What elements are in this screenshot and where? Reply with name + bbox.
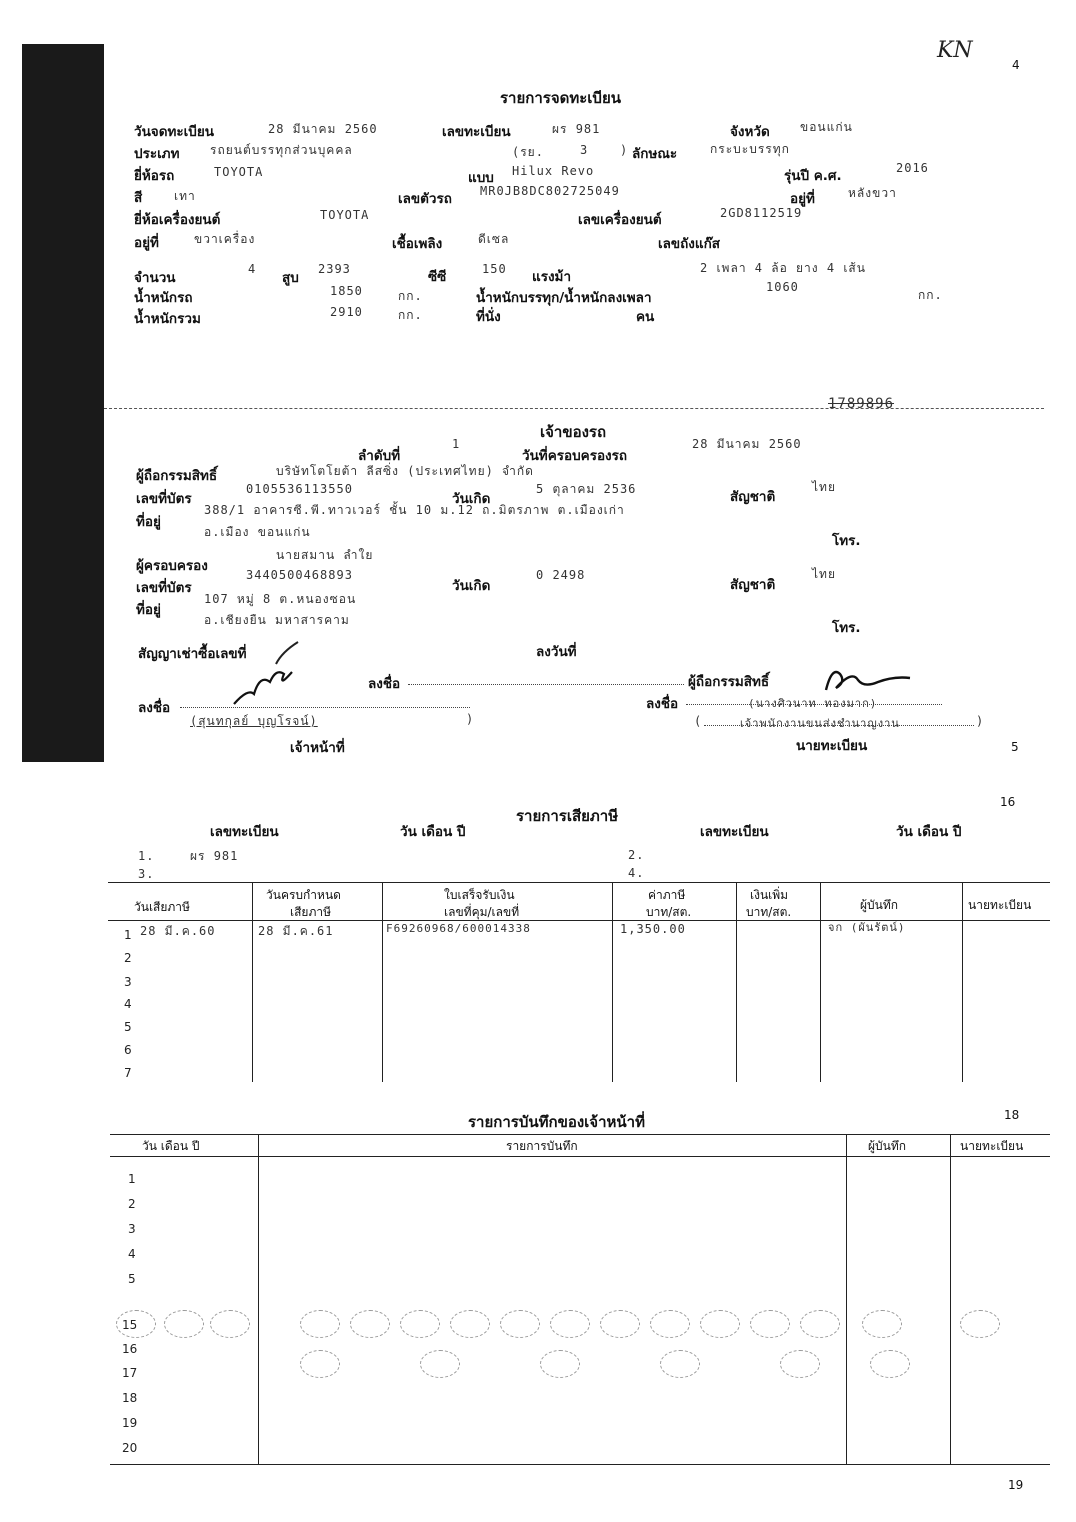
- officer-row-15: 15: [122, 1318, 138, 1332]
- tax-row-5-num: 5: [124, 1020, 132, 1034]
- order-label: ลำดับที่: [358, 448, 401, 464]
- tax-row-1-tax: 1,350.00: [620, 922, 686, 936]
- birth2-value: 0 2498: [536, 568, 586, 582]
- holder-value: บริษัทโตโยต้า ลีสซิ่ง (ประเทศไทย) จำกัด: [276, 464, 534, 478]
- tax-row-6-num: 6: [124, 1043, 132, 1057]
- sign-right-title: เจ้าพนักงานขนส่งชำนาญงาน: [740, 717, 900, 730]
- vin-value: MR0JB8DC802725049: [480, 184, 620, 198]
- reg-no-value: ผร 981: [552, 122, 601, 136]
- sign-left-name: (สุนทกุลย์ บุญโรจน์): [190, 714, 318, 728]
- holder-sign-label: ผู้ถือกรรมสิทธิ์: [688, 674, 770, 690]
- tax-header-receipt-1: ใบเสร็จรับเงิน: [444, 888, 515, 902]
- page-mark-bottom: 19: [1008, 1478, 1024, 1492]
- officer-row-20: 20: [122, 1441, 138, 1455]
- officer-header-registrar: นายทะเบียน: [960, 1139, 1024, 1153]
- reg-date-label: วันจดทะเบียน: [134, 124, 214, 140]
- tax-row-1-receipt: F69260968/600014338: [386, 922, 531, 935]
- lease-label: สัญญาเช่าซื้อเลขที่: [138, 646, 247, 662]
- seat-label: ที่นั่ง: [476, 309, 501, 325]
- officer-row-18: 18: [122, 1391, 138, 1405]
- page-mark-owner: 5: [1011, 740, 1019, 754]
- tax-header-tax-1: ค่าภาษี: [648, 888, 686, 902]
- scan-edge-shadow: [22, 44, 104, 762]
- addr2-line1: 107 หมู่ 8 ต.หนองซอน: [204, 592, 357, 606]
- officer-row-16: 16: [122, 1342, 138, 1356]
- load-label: น้ำหนักบรรทุก/น้ำหนักลงเพลา: [476, 290, 652, 306]
- year-label: รุ่นปี ค.ศ.: [784, 168, 842, 184]
- sign-left-label: ลงชื่อ: [138, 700, 171, 716]
- province-value: ขอนแก่น: [800, 120, 853, 134]
- birth1-label: วันเกิด: [452, 491, 491, 507]
- gross-value: 2910: [330, 305, 363, 319]
- sign-right-name: (นางศิวนาท ทองมาก): [748, 697, 878, 710]
- weight-label: น้ำหนักรถ: [134, 290, 193, 306]
- tax-header-extra-2: บาท/สต.: [746, 905, 792, 919]
- tel2-label: โทร.: [832, 620, 861, 636]
- section-divider: [104, 408, 1044, 409]
- officer-table-bottom: [110, 1464, 1050, 1465]
- tax-header-recorder: ผู้บันทึก: [860, 898, 899, 912]
- possess-value: 28 มีนาคม 2560: [692, 437, 802, 451]
- tax-header-due-2: เสียภาษี: [290, 905, 332, 919]
- char-label: ลักษณะ: [632, 146, 678, 162]
- type-code-value: 3: [580, 143, 589, 157]
- engine-no-value: 2GD8112519: [720, 206, 803, 220]
- fuel-value: ดีเซล: [478, 232, 510, 246]
- brand-value: TOYOTA: [214, 165, 264, 179]
- count-value: 4: [248, 262, 257, 276]
- cc-value: 150: [482, 262, 507, 276]
- tax-table-header-bottom: [108, 920, 1050, 921]
- gross-label: น้ำหนักรวม: [134, 311, 201, 327]
- tax-header-tax-2: บาท/สต.: [646, 905, 692, 919]
- nat1-value: ไทย: [812, 480, 836, 494]
- card2-value: 3440500468893: [246, 568, 353, 582]
- officer-table-top: [110, 1134, 1050, 1135]
- officer-header-record: รายการบันทึก: [506, 1139, 578, 1153]
- char-value: กระบะบรรทุก: [710, 142, 790, 156]
- officer-signature: [230, 664, 300, 708]
- card1-label: เลขที่บัตร: [136, 491, 192, 507]
- registrar-label: นายทะเบียน: [796, 738, 868, 754]
- hp-label: แรงม้า: [532, 269, 572, 285]
- holder-label: ผู้ถือกรรมสิทธิ์: [136, 468, 218, 484]
- kg-unit-3: กก.: [398, 308, 423, 322]
- tax-row-1-due: 28 มี.ค.61: [258, 924, 334, 938]
- kg-unit-1: กก.: [398, 289, 423, 303]
- gas-label: เลขถังแก๊ส: [658, 236, 720, 252]
- seat-unit: คน: [636, 309, 655, 325]
- card2-label: เลขที่บัตร: [136, 580, 192, 596]
- officer-row-19: 19: [122, 1416, 138, 1430]
- type-code-close: ): [620, 143, 629, 157]
- officer-row-4: 4: [128, 1247, 136, 1261]
- addr1-line1: 388/1 อาคารซี.พี.ทาวเวอร์ ชั้น 10 ม.12 ถ.มิตรภาพ ต.เมืองเก่า: [204, 503, 625, 517]
- nat2-value: ไทย: [812, 567, 836, 581]
- tax-row-1-paid: 28 มี.ค.60: [140, 924, 216, 938]
- page-mark-top: 4: [1012, 58, 1020, 72]
- brand-label: ยี่ห้อรถ: [134, 168, 175, 184]
- engine-brand-label: ยี่ห้อเครื่องยนต์: [134, 212, 221, 228]
- order-value: 1: [452, 437, 461, 451]
- vin-loc-label: อยู่ที่: [790, 191, 815, 207]
- officer-title: รายการบันทึกของเจ้าหน้าที่: [468, 1113, 645, 1131]
- lease-date-label: ลงวันที่: [536, 644, 577, 660]
- axle-value: 2 เพลา 4 ล้อ ยาง 4 เส้น: [700, 261, 866, 275]
- model-value: Hilux Revo: [512, 164, 595, 178]
- officer-header-date: วัน เดือน ปี: [142, 1139, 200, 1153]
- tax-reg-row-1-value: ผร 981: [190, 849, 239, 863]
- engine-no-label: เลขเครื่องยนต์: [578, 212, 662, 228]
- tax-table-top: [108, 882, 1050, 883]
- officer-row-3: 3: [128, 1222, 136, 1236]
- year-value: 2016: [896, 161, 929, 175]
- possessor-label: ผู้ครอบครอง: [136, 558, 208, 574]
- cyl-value: 2393: [318, 262, 351, 276]
- tel1-label: โทร.: [832, 533, 861, 549]
- birth1-value: 5 ตุลาคม 2536: [536, 482, 637, 496]
- nat2-label: สัญชาติ: [730, 577, 776, 593]
- tax-col-reg2: เลขทะเบียน: [700, 824, 769, 840]
- card1-value: 0105536113550: [246, 482, 353, 496]
- vin-label: เลขตัวรถ: [398, 191, 452, 207]
- officer-label: เจ้าหน้าที่: [290, 740, 345, 756]
- page-mark-tax: 16: [1000, 795, 1016, 809]
- reg-no-label: เลขทะเบียน: [442, 124, 511, 140]
- model-label: แบบ: [468, 170, 494, 186]
- tax-col-date: วัน เดือน ปี: [400, 824, 466, 840]
- weight-value: 1850: [330, 284, 363, 298]
- color-label: สี: [134, 190, 143, 206]
- tax-header-paid: วันเสียภาษี: [134, 900, 190, 914]
- officer-row-1: 1: [128, 1172, 136, 1186]
- serial-number: 1789896: [828, 396, 895, 412]
- color-value: เทา: [174, 189, 196, 203]
- addr1-label: ที่อยู่: [136, 514, 161, 530]
- tax-row-2-num: 2: [124, 951, 132, 965]
- tax-reg-row-2-num2: 4.: [628, 866, 645, 880]
- possess-label: วันที่ครอบครองรถ: [522, 448, 628, 464]
- type-label: ประเภท: [134, 146, 180, 162]
- type-code-open: (รย.: [512, 145, 544, 159]
- kg-unit-2: กก.: [918, 288, 943, 302]
- addr2-line2: อ.เชียงยืน มหาสารคาม: [204, 613, 350, 627]
- nat1-label: สัญชาติ: [730, 489, 776, 505]
- tax-row-1-recorder: จก (ผันรัตน์): [828, 921, 906, 934]
- engine-loc-label: อยู่ที่: [134, 235, 159, 251]
- reg-date-value: 28 มีนาคม 2560: [268, 122, 378, 136]
- vin-loc-value: หลังขวา: [848, 186, 897, 200]
- tax-col-date2: วัน เดือน ปี: [896, 824, 962, 840]
- tax-header-receipt-2: เลขที่คุม/เลขที่: [444, 905, 520, 919]
- tax-row-4-num: 4: [124, 997, 132, 1011]
- cc-label: ซีซี: [428, 269, 447, 285]
- tax-reg-row-1-num2: 2.: [628, 848, 645, 862]
- tax-row-7-num: 7: [124, 1066, 132, 1080]
- holder-sign-line: [408, 684, 684, 685]
- type-value: รถยนต์บรรทุกส่วนบุคคล: [210, 143, 353, 157]
- count-label: จำนวน: [134, 270, 176, 286]
- owner-title: เจ้าของรถ: [540, 423, 607, 441]
- officer-row-2: 2: [128, 1197, 136, 1211]
- tax-header-due-1: วันครบกำหนด: [266, 888, 341, 902]
- sign-left-line: [180, 707, 470, 708]
- officer-row-5: 5: [128, 1272, 136, 1286]
- tax-col-reg: เลขทะเบียน: [210, 824, 279, 840]
- tax-reg-row-2-num: 3.: [138, 867, 155, 881]
- birth2-label: วันเกิด: [452, 578, 491, 594]
- tax-row-1-num: 1: [124, 928, 132, 942]
- cyl-label: สูบ: [282, 270, 299, 286]
- possessor-value: นายสมาน ลำใย: [276, 548, 374, 562]
- load-value: 1060: [766, 280, 799, 294]
- tax-reg-row-1-num: 1.: [138, 849, 155, 863]
- fuel-label: เชื้อเพลิง: [392, 236, 443, 252]
- tax-header-registrar: นายทะเบียน: [968, 898, 1032, 912]
- page-mark-officer: 18: [1004, 1108, 1020, 1122]
- officer-row-17: 17: [122, 1366, 138, 1380]
- addr1-line2: อ.เมือง ขอนแก่น: [204, 525, 311, 539]
- engine-brand-value: TOYOTA: [320, 208, 370, 222]
- officer-header-recorder: ผู้บันทึก: [868, 1139, 907, 1153]
- sign-label: ลงชื่อ: [368, 676, 401, 692]
- tax-header-extra-1: เงินเพิ่ม: [750, 888, 789, 902]
- sign-right-label: ลงชื่อ: [646, 696, 679, 712]
- handwritten-mark: KN: [937, 38, 973, 63]
- registration-title: รายการจดทะเบียน: [500, 89, 621, 107]
- province-label: จังหวัด: [730, 124, 770, 140]
- tax-title: รายการเสียภาษี: [516, 807, 619, 825]
- officer-table-header-bottom: [110, 1156, 1050, 1157]
- addr2-label: ที่อยู่: [136, 602, 161, 618]
- tax-row-3-num: 3: [124, 975, 132, 989]
- engine-loc-value: ขวาเครื่อง: [194, 232, 256, 246]
